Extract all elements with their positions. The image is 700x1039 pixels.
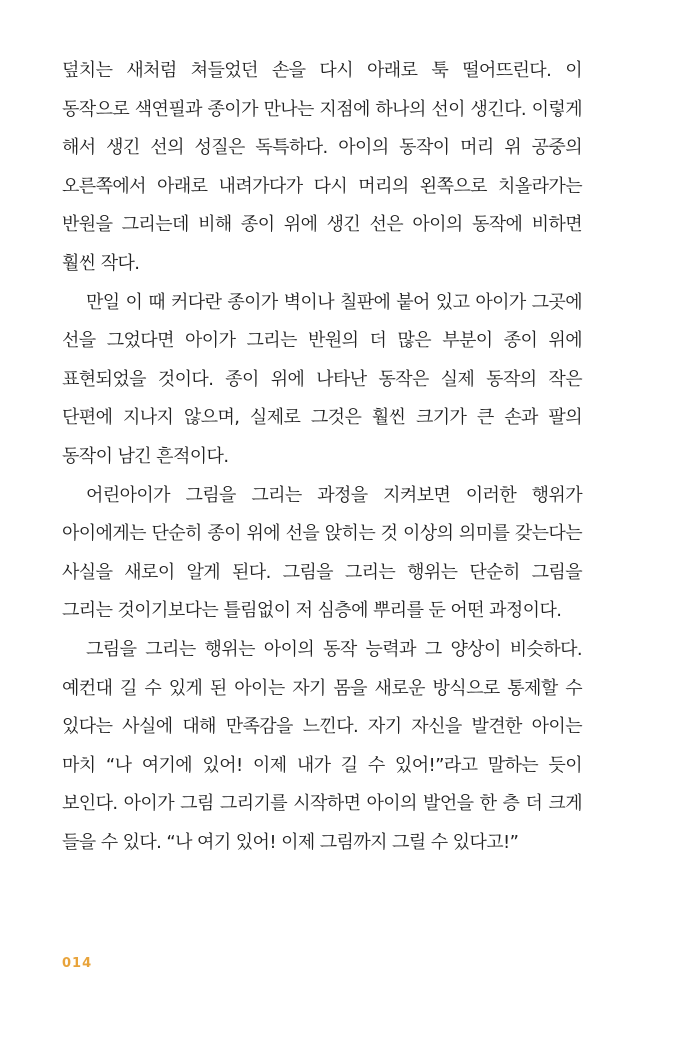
paragraph-2: 만일 이 때 커다란 종이가 벽이나 칠판에 붙어 있고 아이가 그곳에 선을 그었다면 아이가 그리는 반원의 더 많은 부분이 종이 위에 표현되었을 것이다. 종이 위에 나타난 동작은 실제 동작의 작은 단편에 지나지 않으며, 실제로 그것은 훨씬 크기가 큰 손과 팔의 동작이 남긴 흔적이다. <box>62 291 582 467</box>
body-text <box>62 52 582 862</box>
paragraph-3: 어린아이가 그림을 그리는 과정을 지켜보면 이러한 행위가 아이에게는 단순히 종이 위에 선을 앉히는 것 이상의 의미를 갖는다는 사실을 새로이 알게 된다. 그림을 그리는 행위는 단순히 그림을 그리는 것이기보다는 틀림없이 저 심층에 뿌리를 둔 어떤 과정이다. <box>62 484 582 622</box>
paragraph-1: 덮치는 새처럼 쳐들었던 손을 다시 아래로 툭 떨어뜨린다. 이 동작으로 색연필과 종이가 만나는 지점에 하나의 선이 생긴다. 이렇게 해서 생긴 선의 성질은 독특하다. 아이의 동작이 머리 위 공중의 오른쪽에서 아래로 내려가다가 다시 머리의 왼쪽으로 치올라가는 반원을 그리는데 비해 종이 위에 생긴 선은 아이의 동작에 비하면 훨씬 작다. <box>62 60 582 274</box>
paragraph-4: 그림을 그리는 행위는 아이의 동작 능력과 그 양상이 비슷하다. 예컨대 길 수 있게 된 아이는 자기 몸을 새로운 방식으로 통제할 수 있다는 사실에 대해 만족감을 느낀다. 자기 자신을 발견한 아이는 마치 “나 여기에 있어! 이제 내가 길 수 있어!”라고 말하는 듯이 보인다. 아이가 그림 그리기를 시작하면 아이의 발언을 한 층 더 크게 들을 수 있다. “나 여기 있어! 이제 그림까지 그릴 수 있다고!” <box>62 638 582 853</box>
page-number: 014 <box>62 956 93 971</box>
